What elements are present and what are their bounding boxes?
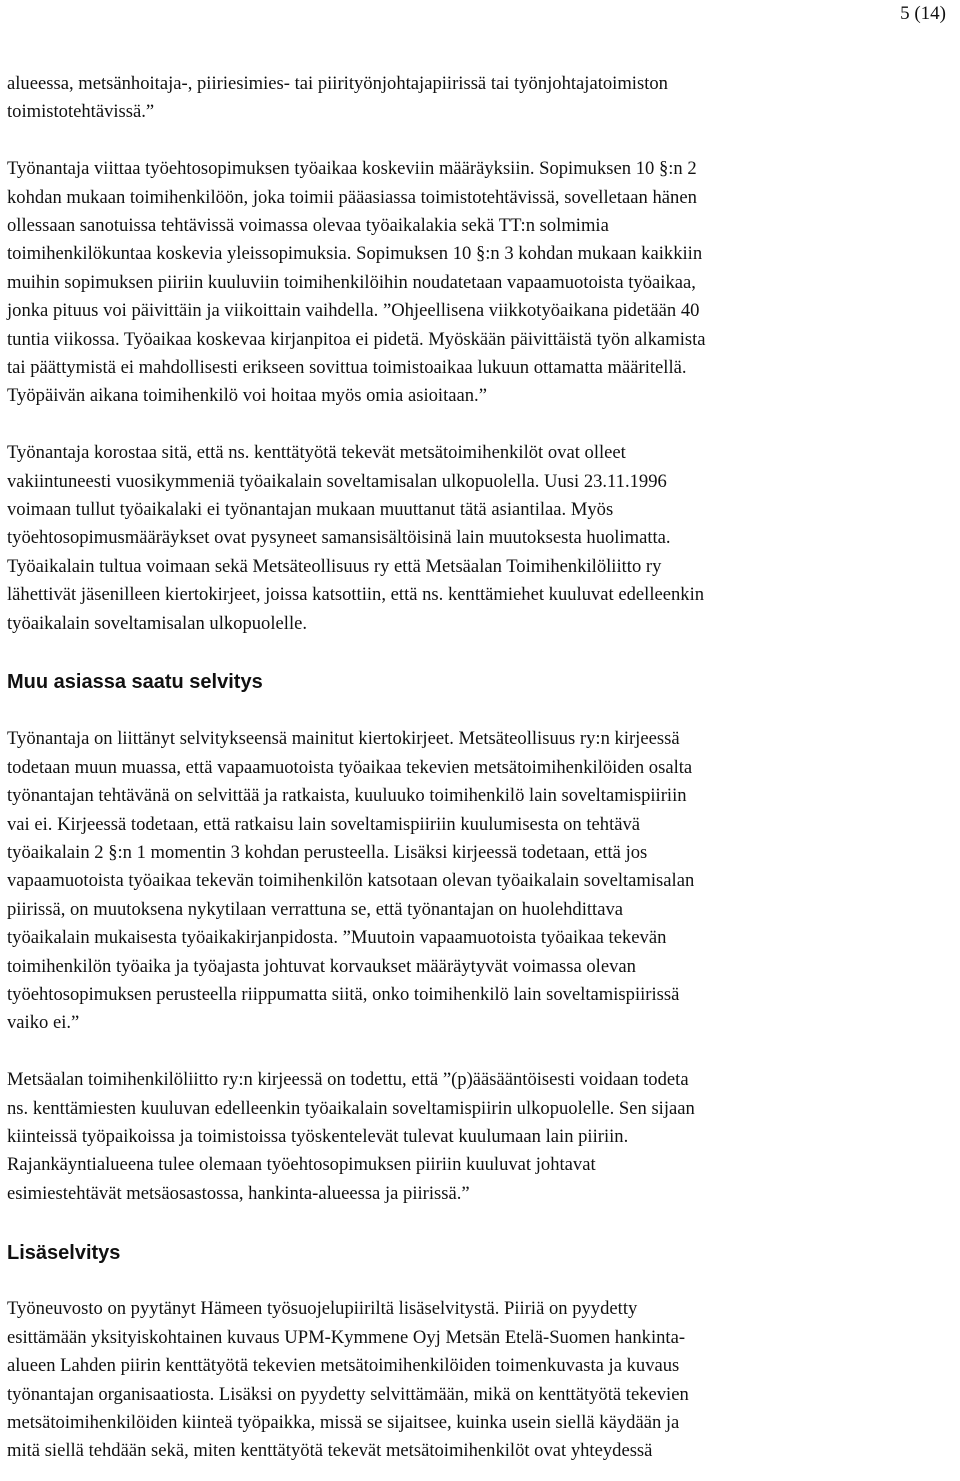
paragraph-1 [7, 70, 947, 127]
text-line: kohdan mukaan toimihenkilöön, joka toimii pääasiassa toimistotehtävissä, sovelletaan hänen [7, 186, 697, 208]
text-line: työaikalain 2 §:n 1 momentin 3 kohdan perusteella. Lisäksi kirjeessä todetaan, että jos [7, 841, 648, 863]
text-line: toimihenkilökuntaa koskevia yleissopimuksia. Sopimuksen 10 §:n 3 kohdan mukaan kaikkiin [7, 243, 703, 265]
paragraph-3 [7, 439, 947, 638]
text-line: ns. kenttämiesten kuuluvan edelleenkin työaikalain soveltamispiirin ulkopuolelle. Sen sijaan [7, 1097, 695, 1119]
document-body [7, 70, 947, 1466]
text-line: toimistotehtävissä.” [7, 101, 155, 123]
text-line: vapaamuotoista työaikaa tekevän toimihenkilön katsotaan olevan työaikalain soveltamisalan [7, 870, 695, 892]
text-line: esittämään yksityiskohtainen kuvaus UPM-Kymmene Oyj Metsän Etelä-Suomen hankinta- [7, 1326, 686, 1348]
text-line: jonka pituus voi päivittäin ja viikoittain vaihdella. ”Ohjeellisena viikkotyöaikana pidetään 40 [7, 300, 700, 322]
section-heading-muu-asiassa: Muu asiassa saatu selvitys [7, 671, 263, 694]
text-line: työehtosopimusmääräykset ovat pysyneet samansisältöisinä lain muutoksesta huolimatta. [7, 527, 671, 549]
text-line: Työaikalain tultua voimaan sekä Metsäteollisuus ry että Metsäalan Toimihenkilöliitto ry [7, 555, 662, 577]
text-line: alueessa, metsänhoitaja-, piiriesimies- tai piirityönjohtajapiirissä tai työnjohtajatoimiston [7, 73, 668, 94]
section-heading-lisaselvitys: Lisäselvitys [7, 1241, 121, 1264]
paragraph-6 [7, 1295, 947, 1465]
paragraph-4 [7, 725, 947, 1037]
text-line: työaikalain mukaisesta työaikakirjanpidosta. ”Muutoin vapaamuotoista työaikaa tekevän [7, 927, 667, 949]
text-line: Työnantaja korostaa sitä, että ns. kenttätyötä tekevät metsätoimihenkilöt ovat olleet [7, 442, 626, 464]
paragraph-5 [7, 1066, 947, 1208]
text-line: ollessaan sanotuissa tehtävissä voimassa olevaa työaikalakia sekä TT:n solmimia [7, 215, 609, 237]
text-line: työnantajan tehtävänä on selvittää ja ratkaista, kuuluuko toimihenkilö lain soveltamispiiriin [7, 785, 687, 807]
text-line: Työnantaja on liittänyt selvitykseensä mainitut kiertokirjeet. Metsäteollisuus ry:n kirjeessä [7, 728, 680, 750]
text-line: Metsäalan toimihenkilöliitto ry:n kirjeessä on todettu, että ”(p)ääsääntöisesti voidaan todeta [7, 1069, 689, 1091]
text-line: vaiko ei.” [7, 1012, 80, 1034]
text-line: tuntia viikossa. Työaikaa koskevaa kirjanpitoa ei pidetä. Myöskään päivittäistä työn alkamista [7, 328, 706, 350]
text-line: vakiintuneesti vuosikymmeniä työaikalain soveltamisalan ulkopuolella. Uusi 23.11.1996 [7, 470, 667, 492]
text-line: työehtosopimuksen perusteella riippumatta siitä, onko toimihenkilö lain soveltamispiirissä [7, 983, 680, 1005]
text-line: työaikalain soveltamisalan ulkopuolelle. [7, 612, 308, 634]
paragraph-2 [7, 155, 947, 411]
text-line: Työnantaja viittaa työehtosopimuksen työaikaa koskeviin määräyksiin. Sopimuksen 10 §:n 2 [7, 158, 697, 180]
text-line: alueen Lahden piirin kenttätyötä tekevien metsätoimihenkilöiden toimenkuvasta ja kuvaus [7, 1355, 680, 1377]
text-line: todetaan muun muassa, että vapaamuotoista työaikaa tekevien metsätoimihenkilöiden osalta [7, 756, 693, 778]
text-line: toimihenkilön työaika ja työajasta johtuvat korvaukset määräytyvät voimassa olevan [7, 955, 636, 977]
text-line: metsätoimihenkilöiden kiinteä työpaikka, missä se sijaitsee, kuinka usein siellä käydään ja [7, 1411, 680, 1433]
text-line: Työneuvosto on pyytänyt Hämeen työsuojelupiiriltä lisäselvitystä. Piiriä on pyydetty [7, 1298, 638, 1320]
page-number: 5 (14) [900, 3, 946, 24]
text-line: piirissä, on muutoksena nykytilaan verrattuna se, että työnantajan on huolehdittava [7, 898, 624, 920]
text-line: Työpäivän aikana toimihenkilö voi hoitaa myös omia asioitaan.” [7, 385, 487, 407]
text-line: lähettivät jäsenilleen kiertokirjeet, joissa katsottiin, että ns. kenttämiehet kuuluvat edelleenkin [7, 584, 705, 606]
text-line: tai päättymistä ei mahdollisesti erikseen sovittua toimistoaikaa lukuun ottamatta määritellä. [7, 357, 687, 379]
text-line: työnantajan organisaatiosta. Lisäksi on pyydetty selvittämään, mikä on kenttätyötä tekevien [7, 1383, 689, 1405]
text-line: kiinteissä työpaikoissa ja toimistoissa työskentelevät tulevat kuulumaan lain piiriin. [7, 1125, 629, 1147]
text-line: voimaan tullut työaikalaki ei työnantajan mukaan muuttanut tätä asiantilaa. Myös [7, 499, 614, 521]
text-line: esimiestehtävät metsäosastossa, hankinta-alueessa ja piirissä.” [7, 1182, 470, 1204]
text-line: vai ei. Kirjeessä todetaan, että ratkaisu lain soveltamispiiriin kuulumisesta on tehtävä [7, 813, 641, 835]
text-line: muihin sopimuksen piiriin kuuluviin toimihenkilöihin noudatetaan vapaamuotoista työaikaa, [7, 271, 696, 293]
text-line: mitä siellä tehdään sekä, miten kenttätyötä tekevät metsätoimihenkilöt ovat yhteydessä [7, 1440, 653, 1462]
text-line: Rajankäyntialueena tulee olemaan työehtosopimuksen piiriin kuuluvat johtavat [7, 1154, 596, 1176]
